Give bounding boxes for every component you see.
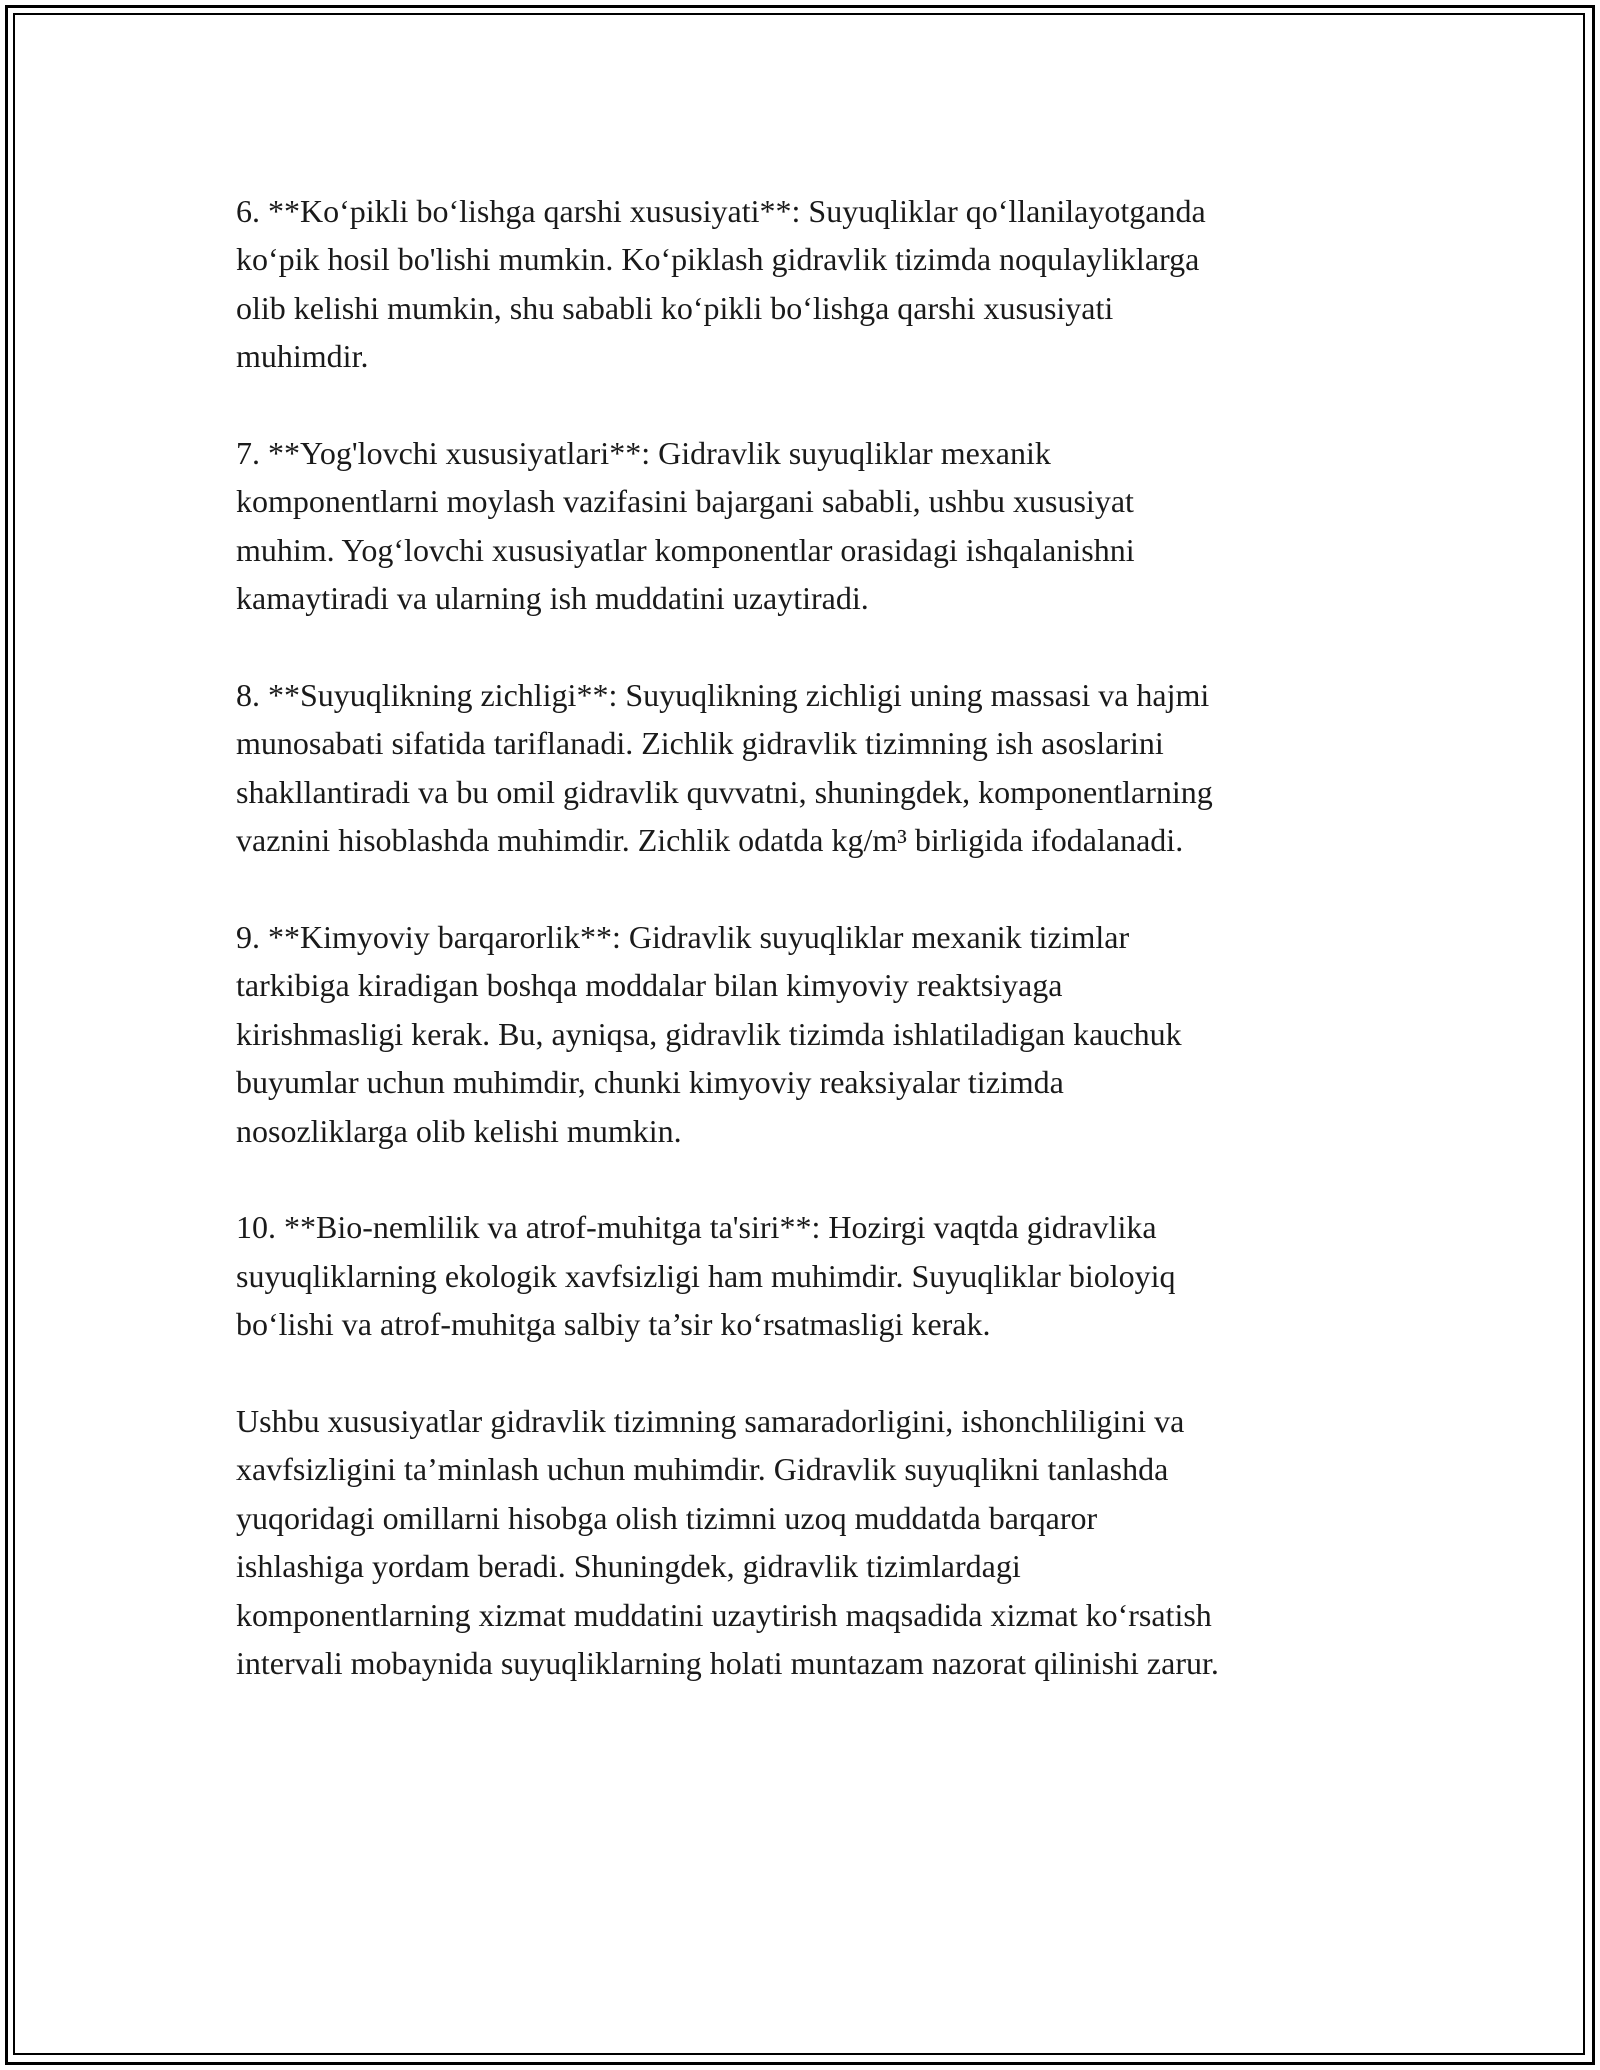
text-line: suyuqliklarning ekologik xavfsizligi ham muhimdir. Suyuqliklar bioloyiq bbox=[236, 1257, 1176, 1294]
text-line: ishlashiga yordam beradi. Shuningdek, gidravlik tizimlardagi bbox=[236, 1548, 1021, 1585]
paragraph-lubricating bbox=[236, 429, 1396, 623]
text-line: 9. **Kimyoviy barqarorlik**: Gidravlik suyuqliklar mexanik tizimlar bbox=[236, 919, 1130, 956]
text-line: 6. **Ko‘pikli bo‘lishga qarshi xususiyati**: Suyuqliklar qo‘llanilayotganda bbox=[236, 193, 1206, 229]
text-line: kamaytiradi va ularning ish muddatini uzaytiradi. bbox=[236, 580, 869, 617]
text-line: intervali mobaynida suyuqliklarning holati muntazam nazorat qilinishi zarur. bbox=[236, 1645, 1219, 1682]
text-line: muhimdir. bbox=[236, 338, 369, 375]
text-line: 10. **Bio-nemlilik va atrof-muhitga ta'siri**: Hozirgi vaqtda gidravlika bbox=[236, 1209, 1157, 1246]
paragraph-antifoam bbox=[236, 187, 1396, 381]
text-line: tarkibiga kiradigan boshqa moddalar bilan kimyoviy reaktsiyaga bbox=[236, 967, 1063, 1004]
text-line: komponentlarning xizmat muddatini uzaytirish maqsadida xizmat ko‘rsatish bbox=[236, 1596, 1212, 1633]
document-body bbox=[236, 187, 1396, 1736]
text-line: xavfsizligini ta’minlash uchun muhimdir. Gidravlik suyuqlikni tanlashda bbox=[236, 1451, 1169, 1488]
paragraph-density bbox=[236, 671, 1396, 865]
text-line: ko‘pik hosil bo'lishi mumkin. Ko‘piklash gidravlik tizimda noqulayliklarga bbox=[236, 241, 1200, 278]
text-line: bo‘lishi va atrof-muhitga salbiy ta’sir ko‘rsatmasligi kerak. bbox=[236, 1306, 991, 1343]
text-line: nosozliklarga olib kelishi mumkin. bbox=[236, 1112, 682, 1149]
text-line: munosabati sifatida tariflanadi. Zichlik gidravlik tizimning ish asoslarini bbox=[236, 725, 1164, 762]
text-line: muhim. Yog‘lovchi xususiyatlar komponentlar orasidagi ishqalanishni bbox=[236, 531, 1135, 568]
text-line: kirishmasligi kerak. Bu, ayniqsa, gidravlik tizimda ishlatiladigan kauchuk bbox=[236, 1015, 1182, 1052]
paragraph-environmental-impact bbox=[236, 1203, 1396, 1348]
text-line: Ushbu xususiyatlar gidravlik tizimning samaradorligini, ishonchliligini va bbox=[236, 1403, 1185, 1440]
text-line: vaznini hisoblashda muhimdir. Zichlik odatda kg/m³ birligida ifodalanadi. bbox=[236, 822, 1184, 859]
text-line: buyumlar uchun muhimdir, chunki kimyoviy reaksiyalar tizimda bbox=[236, 1064, 1064, 1101]
paragraph-conclusion bbox=[236, 1397, 1396, 1687]
text-line: olib kelishi mumkin, shu sababli ko‘pikli bo‘lishga qarshi xususiyati bbox=[236, 289, 1114, 326]
text-line: yuqoridagi omillarni hisobga olish tizimni uzoq muddatda barqaror bbox=[236, 1499, 1098, 1536]
text-line: shakllantiradi va bu omil gidravlik quvvatni, shuningdek, komponentlarning bbox=[236, 773, 1213, 810]
text-line: 8. **Suyuqlikning zichligi**: Suyuqlikning zichligi uning massasi va hajmi bbox=[236, 677, 1210, 714]
paragraph-chemical-stability bbox=[236, 913, 1396, 1155]
text-line: 7. **Yog'lovchi xususiyatlari**: Gidravlik suyuqliklar mexanik bbox=[236, 435, 1051, 472]
text-line: komponentlarni moylash vazifasini bajargani sababli, ushbu xususiyat bbox=[236, 483, 1134, 520]
